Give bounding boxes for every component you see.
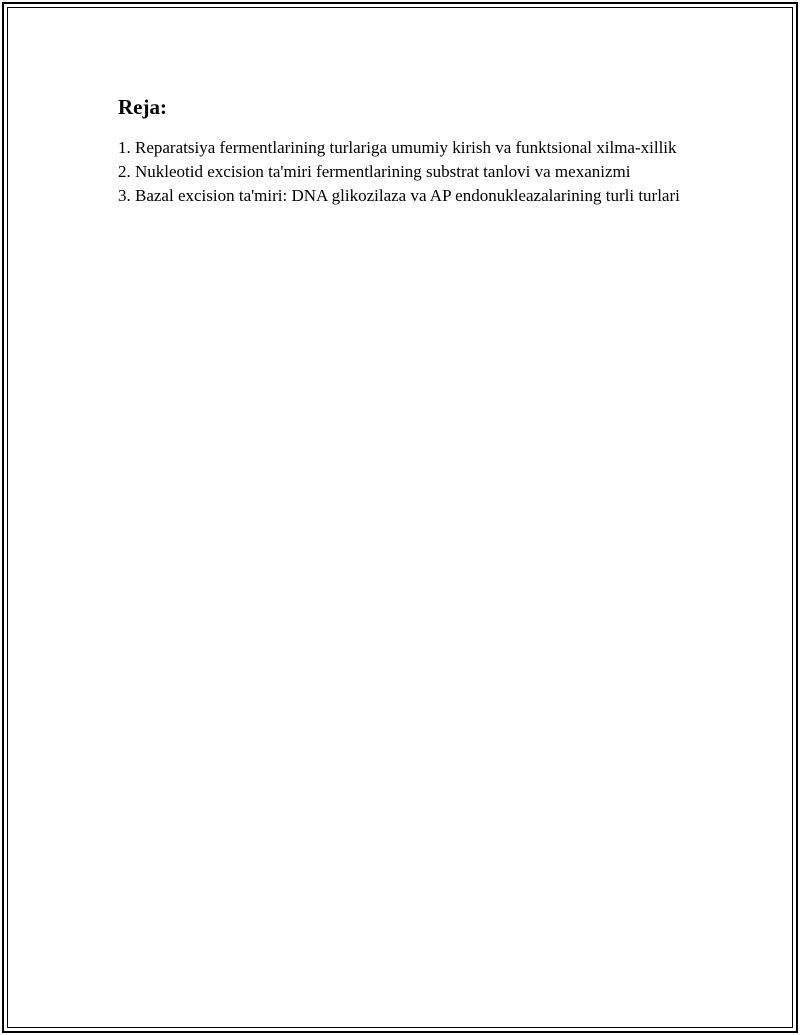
plan-heading: Reja:	[118, 95, 167, 119]
page-content	[118, 94, 688, 208]
plan-item-3: 3. Bazal excision ta'miri: DNA glikozilaza va AP endonukleazalarining turli turlari	[118, 186, 680, 205]
plan-item-2: 2. Nukleotid excision ta'miri fermentlarining substrat tanlovi va mexanizmi	[118, 162, 631, 181]
plan-list	[118, 136, 688, 208]
plan-item-1: 1. Reparatsiya fermentlarining turlariga umumiy kirish va funktsional xilma-xillik	[118, 138, 677, 157]
